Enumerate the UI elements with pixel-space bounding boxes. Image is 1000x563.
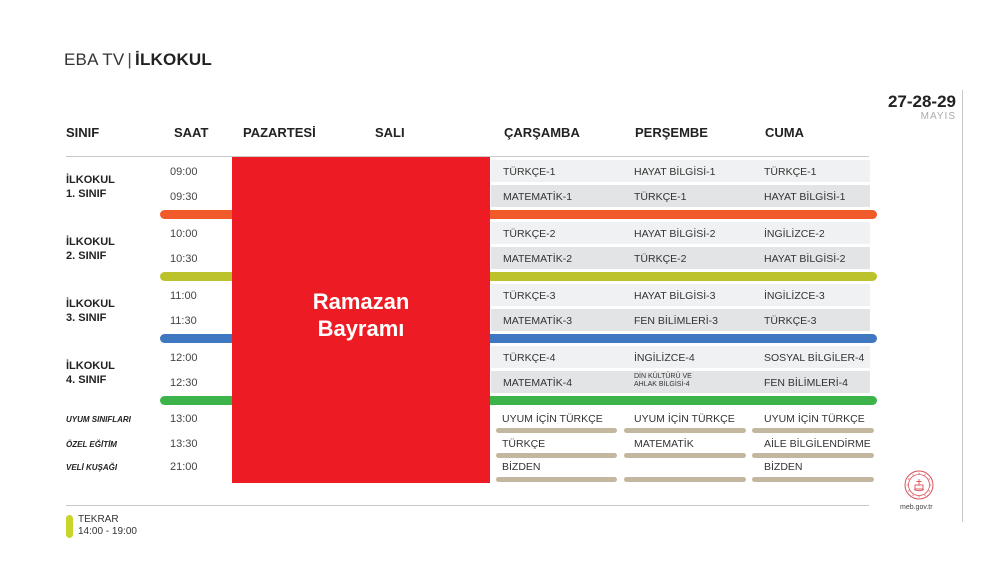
cell-carsamba: TÜRKÇE-3 (503, 290, 556, 302)
class-label-2 (66, 235, 115, 263)
cell-carsamba: MATEMATİK-4 (503, 377, 573, 389)
cell-persembe: İNGİLİZCE-4 (634, 352, 695, 364)
row-underline (752, 453, 874, 458)
class-label-line: 4. SINIF (66, 374, 107, 386)
col-header-sali: SALI (375, 125, 405, 140)
class-label-4 (66, 359, 115, 387)
class-label-3 (66, 297, 115, 325)
cell-cuma: İNGİLİZCE-3 (764, 290, 825, 302)
cell-cuma: SOSYAL BİLGİLER-4 (764, 352, 865, 364)
group-bar-3 (490, 334, 877, 343)
class-label-line: 2. SINIF (66, 250, 107, 262)
cell-persembe: TÜRKÇE-1 (634, 191, 687, 203)
cell-persembe: MATEMATİK (634, 438, 694, 450)
group-bar-3 (160, 334, 240, 343)
group-bar-2 (160, 272, 240, 281)
cell-line: AHLAK BİLGİSİ-4 (634, 381, 690, 388)
cell-carsamba: TÜRKÇE-2 (503, 228, 556, 240)
date-block (888, 93, 956, 122)
date-range: 27-28-29 (887, 92, 956, 111)
col-header-sinif: SINIF (66, 125, 100, 140)
row-underline (496, 428, 617, 433)
cell-carsamba: TÜRKÇE (502, 438, 546, 450)
holiday-label (232, 288, 490, 342)
tekrar-info (78, 514, 137, 538)
cell-cuma: İNGİLİZCE-2 (764, 228, 825, 240)
cell-line: DİN KÜLTÜRÜ VE (634, 373, 692, 380)
group-bar-2 (490, 272, 877, 281)
page-title (64, 50, 212, 70)
group-bar-4 (160, 396, 240, 405)
cell-cuma: HAYAT BİLGİSİ-2 (764, 253, 846, 265)
title-separator: | (127, 50, 133, 69)
col-header-cuma: CUMA (765, 125, 804, 140)
time-slot: 11:30 (170, 315, 197, 327)
class-label-line: İLKOKUL (66, 236, 115, 248)
meb-logo-icon (904, 470, 934, 500)
special-label: UYUM SINIFLARI (66, 415, 131, 424)
time-slot: 12:30 (170, 377, 198, 389)
time-slot: 13:30 (170, 438, 198, 450)
class-label-line: 1. SINIF (66, 188, 107, 200)
cell-carsamba: UYUM İÇİN TÜRKÇE (502, 413, 603, 425)
cell-cuma: TÜRKÇE-3 (764, 315, 817, 327)
cell-cuma: HAYAT BİLGİSİ-1 (764, 191, 846, 203)
row-underline (496, 453, 617, 458)
cell-cuma: UYUM İÇİN TÜRKÇE (764, 413, 865, 425)
col-header-persembe: PERŞEMBE (635, 125, 708, 140)
cell-carsamba: BİZDEN (502, 461, 541, 473)
special-label: ÖZEL EĞİTİM (66, 440, 117, 449)
cell-persembe: FEN BİLİMLERİ-3 (634, 315, 719, 327)
group-bar-4 (490, 396, 877, 405)
tekrar-time: 14:00 - 19:00 (78, 526, 137, 537)
row-underline (624, 477, 746, 482)
cell-carsamba: MATEMATİK-1 (503, 191, 573, 203)
time-slot: 21:00 (170, 461, 198, 473)
cell-carsamba: TÜRKÇE-4 (503, 352, 556, 364)
class-label-line: 3. SINIF (66, 312, 107, 324)
col-header-pazartesi: PAZARTESİ (243, 125, 316, 140)
right-divider (962, 90, 963, 522)
tekrar-label: TEKRAR (78, 514, 119, 525)
cell-persembe: HAYAT BİLGİSİ-2 (634, 228, 716, 240)
title-level: İLKOKUL (135, 50, 212, 69)
class-label-line: İLKOKUL (66, 360, 115, 372)
time-slot: 10:00 (170, 228, 198, 240)
cell-carsamba: TÜRKÇE-1 (503, 166, 556, 178)
time-slot: 13:00 (170, 413, 198, 425)
holiday-line: Ramazan (312, 289, 410, 314)
cell-cuma: AİLE BİLGİLENDİRME (764, 438, 871, 450)
holiday-line: Bayramı (317, 316, 405, 341)
cell-carsamba: MATEMATİK-2 (503, 253, 573, 265)
row-underline (624, 453, 746, 458)
row-underline (624, 428, 746, 433)
cell-carsamba: MATEMATİK-3 (503, 315, 573, 327)
time-slot: 10:30 (170, 253, 198, 265)
cell-cuma: BİZDEN (764, 461, 803, 473)
class-label-1 (66, 173, 115, 201)
cell-cuma: FEN BİLİMLERİ-4 (764, 377, 849, 389)
group-bar-1 (160, 210, 240, 219)
row-underline (752, 428, 874, 433)
meb-url: meb.gov.tr (900, 504, 933, 511)
time-slot: 11:00 (170, 290, 197, 302)
month-label: MAYIS (920, 111, 956, 122)
row-underline (496, 477, 617, 482)
col-header-carsamba: ÇARŞAMBA (504, 125, 580, 140)
cell-persembe: HAYAT BİLGİSİ-1 (634, 166, 716, 178)
class-label-line: İLKOKUL (66, 174, 115, 186)
time-slot: 09:00 (170, 166, 198, 178)
special-label: VELİ KUŞAĞI (66, 463, 118, 472)
time-slot: 09:30 (170, 191, 198, 203)
time-slot: 12:00 (170, 352, 198, 364)
cell-persembe: TÜRKÇE-2 (634, 253, 687, 265)
footer-divider (66, 505, 869, 506)
group-bar-1 (490, 210, 877, 219)
tekrar-marker (66, 515, 73, 538)
title-brand: EBA TV (64, 50, 125, 69)
cell-persembe (634, 373, 692, 389)
class-label-line: İLKOKUL (66, 298, 115, 310)
cell-persembe: HAYAT BİLGİSİ-3 (634, 290, 716, 302)
cell-cuma: TÜRKÇE-1 (764, 166, 817, 178)
row-underline (752, 477, 874, 482)
col-header-saat: SAAT (174, 125, 209, 140)
cell-persembe: UYUM İÇİN TÜRKÇE (634, 413, 735, 425)
